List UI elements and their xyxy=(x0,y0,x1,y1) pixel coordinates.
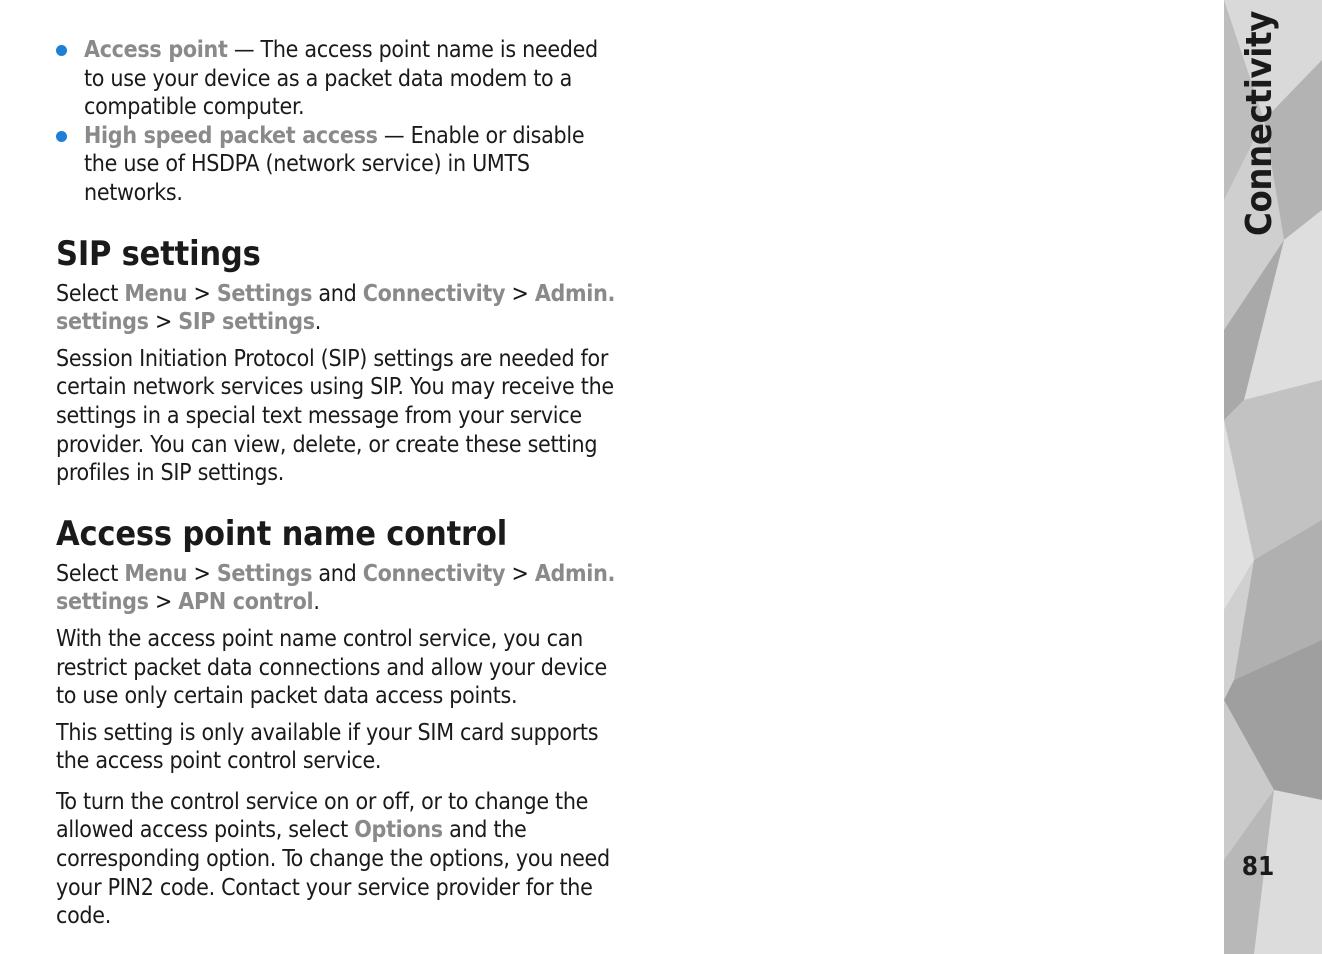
menu-term: Menu xyxy=(124,280,188,307)
apn-control-heading: Access point name control xyxy=(56,513,508,554)
path-separator: > xyxy=(148,309,179,336)
list-item xyxy=(56,36,618,122)
list-item xyxy=(56,122,618,208)
term-access-point: Access point xyxy=(84,37,228,63)
path-and-text: and xyxy=(312,560,363,587)
list-item-text: — Enable or disable the use of HSDPA (network service) in UMTS networks. xyxy=(84,122,585,206)
path-select-text: Select xyxy=(56,560,125,587)
bullet-icon xyxy=(56,45,67,56)
apn-body-text-3-end: and the corresponding option. To change the options, you need your PIN2 code. Contact your service provider for the code. xyxy=(56,817,610,930)
path-select-text: Select xyxy=(56,280,125,307)
apn-control-term: APN control xyxy=(178,589,314,616)
sip-menu-path xyxy=(56,280,618,337)
bullet-list xyxy=(56,36,618,208)
sip-body-text: Session Initiation Protocol (SIP) settings are needed for certain network services using SIP. You may receive the settings in a special text message from your service provider. You can view, delete, or create these setting profiles in SIP settings. xyxy=(56,345,614,487)
path-end: . xyxy=(313,589,320,616)
path-separator: > xyxy=(505,560,535,587)
connectivity-term: Connectivity xyxy=(362,560,506,587)
path-separator: > xyxy=(148,589,179,616)
term-high-speed-packet-access: High speed packet access xyxy=(84,122,378,149)
settings-term: Settings xyxy=(216,280,313,307)
path-separator: > xyxy=(505,280,535,307)
apn-body-text-1: With the access point name control service, you can restrict packet data connections and allow your device to use only certain packet data access points. xyxy=(56,625,607,710)
chapter-title: Connectivity xyxy=(1239,10,1280,236)
connectivity-term: Connectivity xyxy=(362,280,506,307)
apn-body-text-3 xyxy=(56,788,618,931)
path-separator: > xyxy=(187,560,217,587)
sip-settings-heading: SIP settings xyxy=(56,233,261,274)
settings-term: Settings xyxy=(216,560,313,587)
admin-settings-term: Admin. settings xyxy=(56,280,616,336)
list-item-text: — The access point name is needed to use your device as a packet data modem to a compatible computer. xyxy=(84,37,598,121)
path-separator: > xyxy=(187,280,217,307)
admin-settings-term: Admin. settings xyxy=(56,560,616,616)
sip-settings-term: SIP settings xyxy=(178,309,315,336)
path-end: . xyxy=(314,309,322,336)
apn-body-text-3-start: To turn the control service on or off, or to change the allowed access points, select xyxy=(56,788,589,844)
options-term: Options xyxy=(354,817,443,844)
bullet-icon xyxy=(56,131,67,142)
menu-term: Menu xyxy=(124,560,188,587)
path-and-text: and xyxy=(312,280,363,307)
page-content xyxy=(56,36,618,931)
apn-menu-path xyxy=(56,560,618,617)
page-number: 81 xyxy=(1241,852,1275,882)
apn-body-text-2: This setting is only available if your SIM card supports the access point control service. xyxy=(56,719,599,775)
